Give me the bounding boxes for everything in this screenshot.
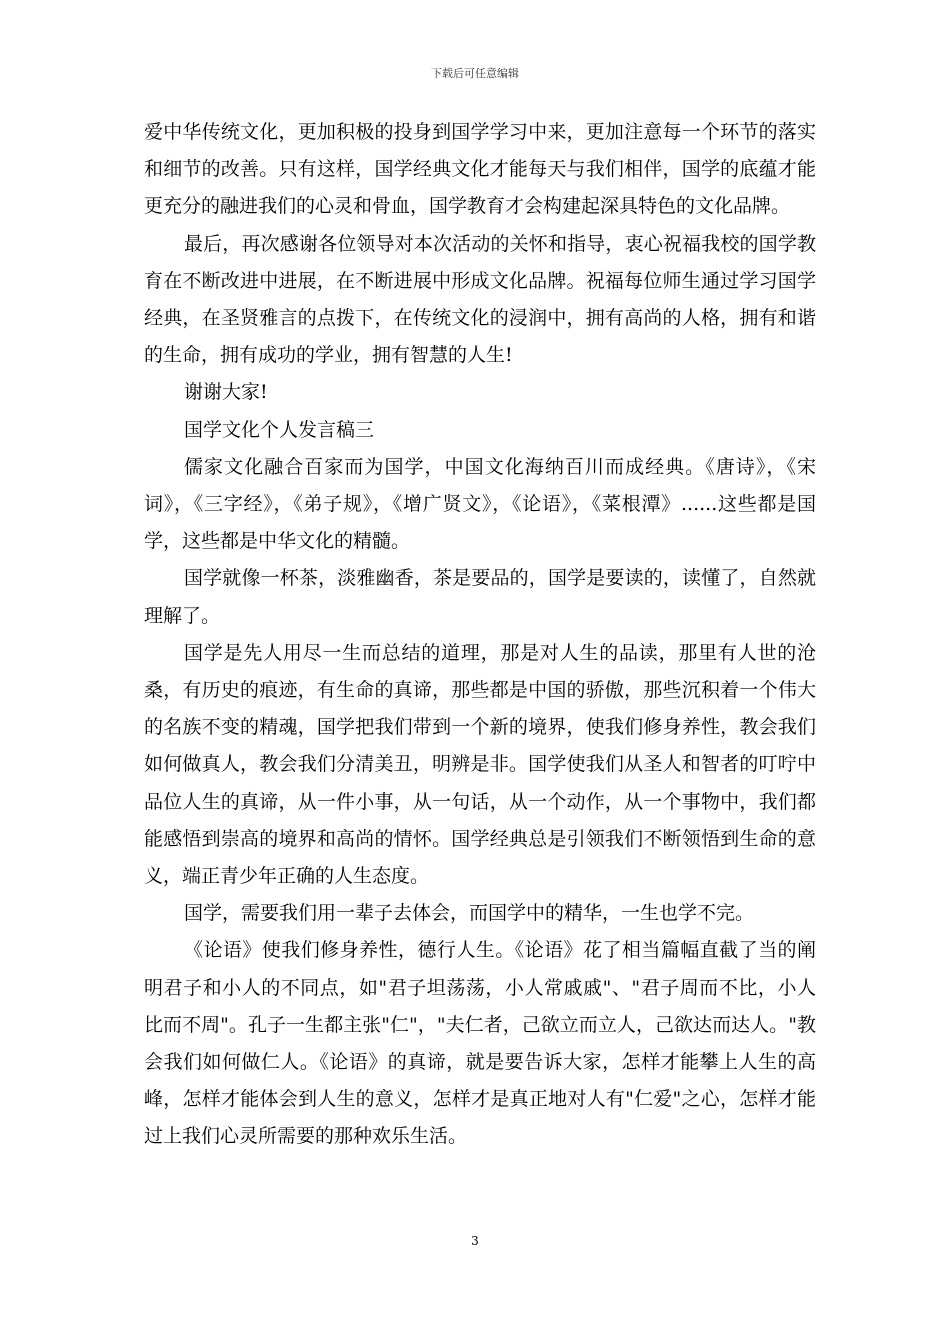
paragraph-2: 最后，再次感谢各位领导对本次活动的关怀和指导，衷心祝福我校的国学教育在不断改进中进展，在不断进展中形成文化品牌。祝福每位师生通过学习国学经典，在圣贤雅言的点拨下，在传统文化的浸润中，拥有高尚的人格，拥有和谐的生命，拥有成功的学业，拥有智慧的人生! xyxy=(144,232,816,367)
page-header: 下载后可任意编辑 xyxy=(431,67,519,80)
paragraph-9: 《论语》使我们修身养性，德行人生。《论语》花了相当篇幅直截了当的阐明君子和小人的不同点，如"君子坦荡荡，小人常戚戚"、"君子周而不比，小人比而不周"。孔子一生都主张"仁"，"夫仁者，己欲立而立人，己欲达而达人。"教会我们如何做仁人。《论语》的真谛，就是要告诉大家，怎样才能攀上人生的高峰，怎样才能体会到人生的意义，怎样才是真正地对人有"仁爱"之心，怎样才能过上我们心灵所需要的那种欢乐生活。 xyxy=(144,939,816,1148)
document-body xyxy=(144,114,816,1156)
paragraph-8: 国学，需要我们用一辈子去体会，而国学中的精华，一生也学不完。 xyxy=(184,902,755,925)
paragraph-1: 爱中华传统文化，更加积极的投身到国学学习中来，更加注意每一个环节的落实和细节的改善。只有这样，国学经典文化才能每天与我们相伴，国学的底蕴才能更充分的融进我们的心灵和骨血，国学教育才会构建起深具特色的文化品牌。 xyxy=(144,121,816,218)
section-title: 国学文化个人发言稿三 xyxy=(184,418,375,441)
page-number: 3 xyxy=(471,1234,479,1248)
paragraph-3: 谢谢大家! xyxy=(184,381,268,404)
paragraph-6: 国学就像一杯茶，淡雅幽香，茶是要品的，国学是要读的，读懂了，自然就理解了。 xyxy=(144,567,816,627)
paragraph-7: 国学是先人用尽一生而总结的道理，那是对人生的品读，那里有人世的沧桑，有历史的痕迹，有生命的真谛，那些都是中国的骄傲，那些沉积着一个伟大的名族不变的精魂，国学把我们带到一个新的境界，使我们修身养性，教会我们如何做真人，教会我们分清美丑，明辨是非。国学使我们从圣人和智者的叮咛中品位人生的真谛，从一件小事，从一句话，从一个动作，从一个事物中，我们都能感悟到崇高的境界和高尚的情怀。国学经典总是引领我们不断领悟到生命的意义，端正青少年正确的人生态度。 xyxy=(144,641,816,888)
paragraph-5: 儒家文化融合百家而为国学，中国文化海纳百川而成经典。《唐诗》，《宋词》，《三字经》，《弟子规》，《增广贤文》，《论语》，《菜根潭》......这些都是国学，这些都是中华文化的精髓。 xyxy=(144,455,816,553)
